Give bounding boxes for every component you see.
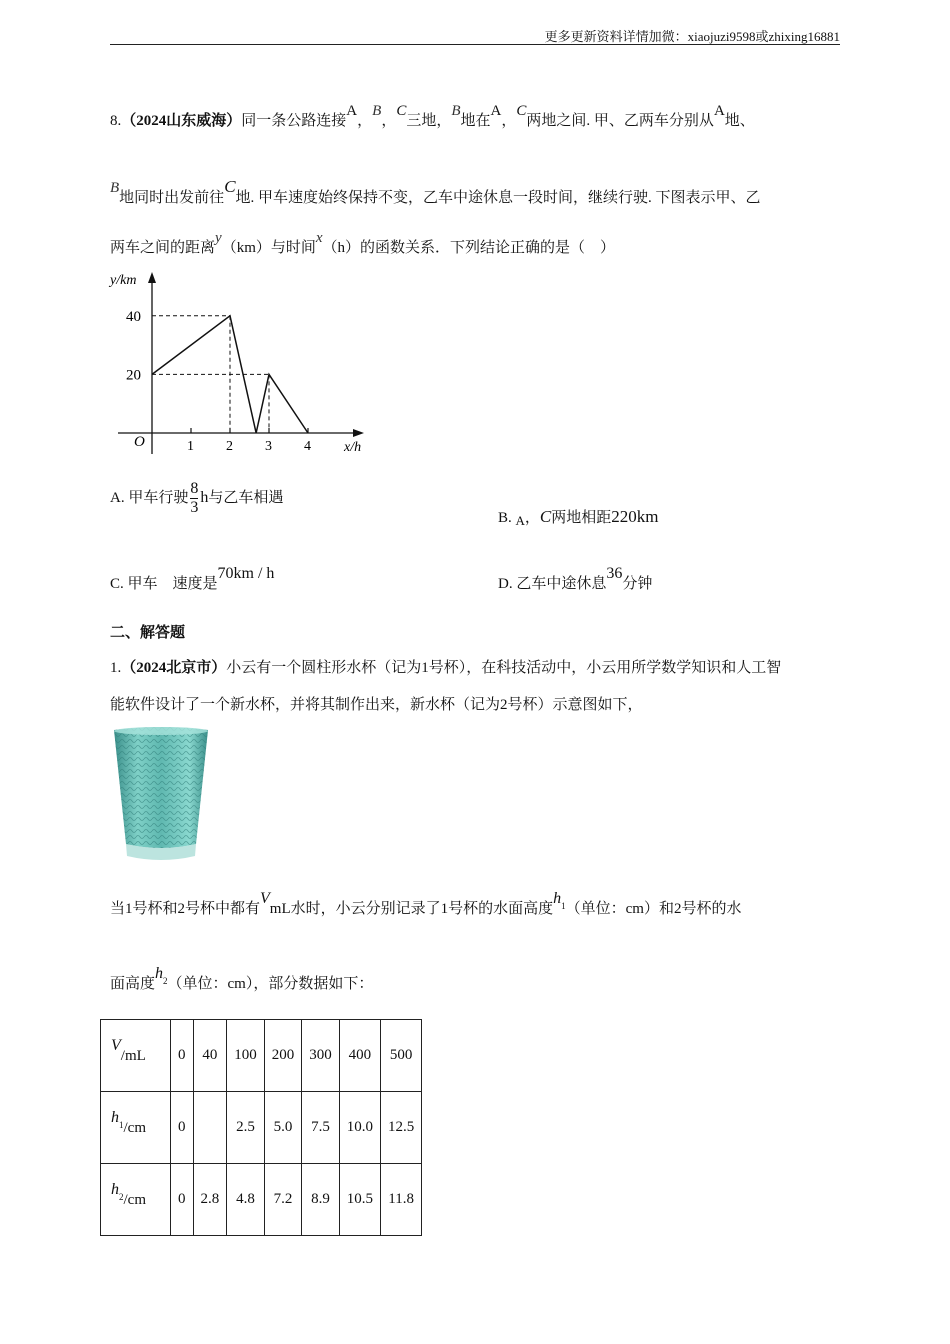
- table-cell: 100: [227, 1020, 265, 1092]
- data-table: [100, 1019, 422, 1236]
- table-row: [101, 1020, 422, 1092]
- cup-photo: [112, 726, 210, 862]
- q8-text: 两地之间. 甲、乙两车分别从: [526, 113, 714, 129]
- sym-b: B: [110, 180, 120, 196]
- option-b-text: 两地相距: [551, 510, 612, 526]
- q1-line-2: 能软件设计了一个新水杯，并将其制作出来，新水杯（记为2号杯）示意图如下，: [110, 697, 643, 713]
- table-cell: 4.8: [227, 1164, 265, 1236]
- option-b-label: B.: [498, 510, 512, 526]
- row-subscript: 1: [119, 1119, 124, 1130]
- q8-number: 8.: [110, 113, 122, 129]
- row-symbol: h: [111, 1180, 119, 1198]
- sym-h: h: [553, 890, 562, 907]
- table-cell: [193, 1092, 227, 1164]
- q8-line-3: [110, 230, 840, 259]
- header-text: 更多更新资料详情加微：xiaojuzi9598或zhixing16881: [544, 29, 840, 44]
- q1-source: （2024北京市）: [121, 660, 227, 676]
- table-row: [101, 1164, 422, 1236]
- q8-text: 地在: [460, 113, 491, 129]
- option-d-text-post: 分钟: [622, 576, 653, 592]
- table-row: [101, 1092, 422, 1164]
- x-axis-label: x/h: [344, 440, 362, 455]
- option-d-value: 36: [606, 565, 623, 582]
- origin-label: O: [134, 434, 145, 450]
- fraction-8-3: [190, 480, 198, 517]
- option-b[interactable]: [498, 506, 659, 527]
- row-unit: /cm: [123, 1191, 146, 1208]
- option-b-value: 220km: [611, 507, 659, 526]
- table-cell: 200: [264, 1020, 302, 1092]
- sym-c: C: [516, 103, 527, 119]
- q8-text: 同一条公路连接: [241, 113, 347, 129]
- separator: ，: [357, 113, 373, 129]
- option-a-label: A.: [110, 489, 125, 506]
- x-tick-label: 1: [187, 439, 194, 454]
- q1-text: 面高度: [110, 976, 156, 992]
- table-cell: 2.8: [193, 1164, 227, 1236]
- sym-c: C: [539, 507, 552, 526]
- sym-y: y: [215, 230, 222, 246]
- fraction-denominator: 3: [190, 499, 199, 516]
- option-c[interactable]: [110, 565, 275, 593]
- x-axis-arrow: [353, 429, 364, 437]
- subscript-1: 1: [561, 901, 566, 911]
- q1-number: 1.: [110, 660, 122, 676]
- q8-line-2: [110, 177, 840, 209]
- table-cell: 2.5: [227, 1092, 265, 1164]
- q8-text: 地同时出发前往: [119, 190, 225, 206]
- option-d-text: 乙车中途休息: [516, 576, 607, 592]
- table-cell: 0: [171, 1092, 194, 1164]
- table-cell: 8.9: [302, 1164, 340, 1236]
- row-unit: /mL: [120, 1047, 146, 1064]
- separator: ，: [381, 113, 397, 129]
- table-cell: 0: [171, 1020, 194, 1092]
- separator: ，: [501, 113, 517, 129]
- q8-source: （2024山东威海）: [121, 113, 242, 129]
- sym-b: B: [451, 103, 461, 119]
- q8-text: 三地，: [406, 113, 452, 129]
- row-symbol: h: [111, 1108, 119, 1126]
- row-subscript: 2: [119, 1191, 124, 1202]
- sym-a: A: [490, 103, 502, 119]
- q8-text: （h）的函数关系．下列结论正确的是（ ）: [322, 240, 616, 256]
- page-header: [110, 26, 840, 45]
- table-cell: 500: [381, 1020, 422, 1092]
- row-symbol: V: [111, 1036, 121, 1054]
- q1-line-4: [110, 965, 840, 996]
- q1-text: 小云有一个圆柱形水杯（记为1号杯），在科技活动中，小云用所学数学知识和人工智: [226, 660, 782, 676]
- table-cell: 10.5: [339, 1164, 380, 1236]
- y-axis-label: y/km: [110, 273, 137, 288]
- sym-c: C: [224, 177, 236, 196]
- q8-text: 地. 甲车速度始终保持不变，乙车中途休息一段时间，继续行驶. 下图表示甲、乙: [235, 190, 761, 206]
- table-cell: 12.5: [381, 1092, 422, 1164]
- option-d-label: D.: [498, 576, 513, 592]
- sym-a: A: [346, 103, 358, 119]
- separator: ，: [524, 510, 540, 526]
- y-tick-label: 40: [126, 308, 141, 325]
- q1-text: （单位：cm），部分数据如下：: [167, 976, 374, 992]
- x-tick-label: 4: [304, 439, 311, 454]
- option-a-text-post: 与乙车相遇: [208, 489, 284, 506]
- q1-text: mL水时，小云分别记录了1号杯的水面高度: [269, 901, 554, 917]
- y-axis-arrow: [148, 272, 156, 283]
- table-cell: 11.8: [381, 1164, 422, 1236]
- x-tick-label: 3: [265, 439, 272, 454]
- option-c-text: 甲车 速度是: [127, 576, 218, 592]
- sym-c: C: [396, 103, 407, 119]
- row-header: [101, 1092, 171, 1164]
- option-c-label: C.: [110, 576, 124, 592]
- table-cell: 300: [302, 1020, 340, 1092]
- sym-x: x: [315, 230, 323, 246]
- table-cell: 7.5: [302, 1092, 340, 1164]
- row-header: [101, 1020, 171, 1092]
- row-header: [101, 1164, 171, 1236]
- section-title: 二、解答题: [110, 625, 186, 641]
- q8-text: 地、: [724, 113, 755, 129]
- table-cell: 40: [193, 1020, 227, 1092]
- y-tick-label: 20: [126, 367, 141, 384]
- table-cell: 10.0: [339, 1092, 380, 1164]
- option-d[interactable]: [498, 565, 653, 593]
- q1-line-1: [110, 657, 840, 679]
- table-cell: 400: [339, 1020, 380, 1092]
- table-cell: 5.0: [264, 1092, 302, 1164]
- option-a-text: 甲车行驶: [128, 489, 189, 506]
- fraction-numerator: 8: [190, 480, 199, 497]
- x-tick-label: 2: [226, 439, 233, 454]
- option-a-unit: h: [200, 488, 209, 506]
- q8-line-1: [110, 103, 840, 132]
- option-a[interactable]: [110, 480, 283, 517]
- sym-a: A: [515, 513, 525, 528]
- subscript-2: 2: [163, 976, 168, 986]
- table-cell: 7.2: [264, 1164, 302, 1236]
- q1-line-3: [110, 890, 840, 921]
- q1-text: （单位：cm）和2号杯的水: [565, 901, 742, 917]
- q1-text: 当1号杯和2号杯中都有: [110, 901, 261, 917]
- sym-v: V: [260, 890, 270, 907]
- option-c-value: 70km / h: [217, 565, 275, 582]
- sym-h: h: [155, 965, 164, 982]
- q8-text: 两车之间的距离: [110, 240, 216, 256]
- q8-text: （km）与时间: [221, 240, 316, 256]
- row-unit: /cm: [123, 1119, 146, 1136]
- sym-b: B: [372, 103, 382, 119]
- sym-a: A: [713, 103, 725, 119]
- distance-time-graph: [108, 266, 378, 466]
- table-cell: 0: [171, 1164, 194, 1236]
